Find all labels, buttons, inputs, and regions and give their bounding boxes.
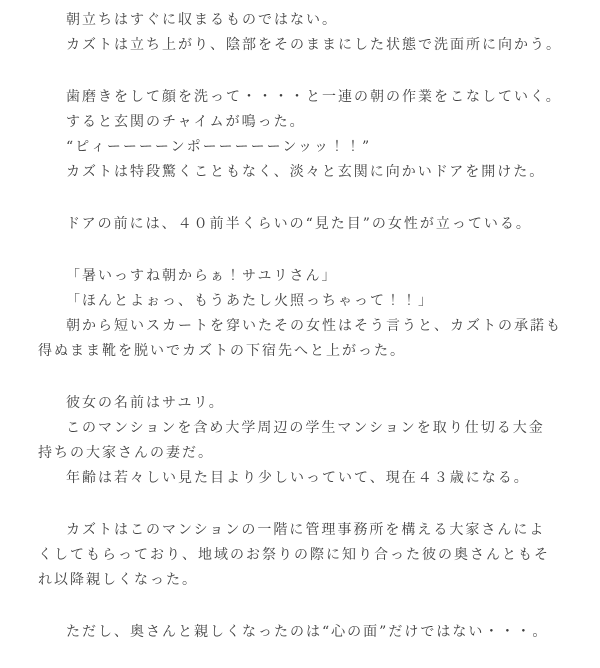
text-line: 得ぬまま靴を脱いでカズトの下宿先へと上がった。: [38, 343, 406, 359]
text-line: カズトは特段驚くこともなく、淡々と玄関に向かいドアを開けた。: [66, 164, 546, 180]
text-line: 年齢は若々しい見た目より少しいっていて、現在４３歳になる。: [66, 470, 530, 486]
paragraph-gap: [38, 58, 590, 85]
text-line: カズトは立ち上がり、陰部をそのままにした状態で洗面所に向かう。: [66, 37, 562, 53]
paragraph-gap: [38, 237, 590, 264]
text-line: すると玄関のチャイムが鳴った。: [66, 114, 306, 130]
text-line: ドアの前には、４０前半くらいの“見た目”の女性が立っている。: [66, 216, 532, 232]
paragraph-gap: [38, 185, 590, 212]
text-line: 歯磨きをして顔を洗って・・・・と一連の朝の作業をこなしていく。: [66, 89, 562, 105]
text-line: くしてもらっており、地域のお祭りの際に知り合った彼の奥さんともそ: [38, 547, 550, 563]
text-line: “ピィーーーーンポーーーーーンッッ！！”: [66, 139, 372, 155]
text-line: 「ほんとよぉっ、もうあたし火照っちゃって！！」: [66, 293, 434, 309]
text-line: 持ちの大家さんの妻だ。: [38, 445, 214, 461]
text-line: 彼女の名前はサユリ。: [66, 395, 225, 411]
text-line: れ以降親しくなった。: [38, 572, 198, 588]
text-line: 朝立ちはすぐに収まるものではない。: [66, 12, 338, 28]
text-line: 朝から短いスカートを穿いたその女性はそう言うと、カズトの承諾も: [66, 318, 562, 334]
paragraph-gap: [38, 593, 590, 620]
paragraph-gap: [38, 364, 590, 391]
text-line: 「暑いっすね朝からぁ！サユリさん」: [66, 268, 338, 284]
text-line: カズトはこのマンションの一階に管理事務所を構える大家さんによ: [66, 522, 546, 538]
text-line: このマンションを含め大学周辺の学生マンションを取り仕切る大金: [66, 420, 545, 436]
paragraph-gap: [38, 491, 590, 518]
text-line: ただし、奥さんと親しくなったのは“心の面”だけではない・・・。: [66, 624, 549, 640]
